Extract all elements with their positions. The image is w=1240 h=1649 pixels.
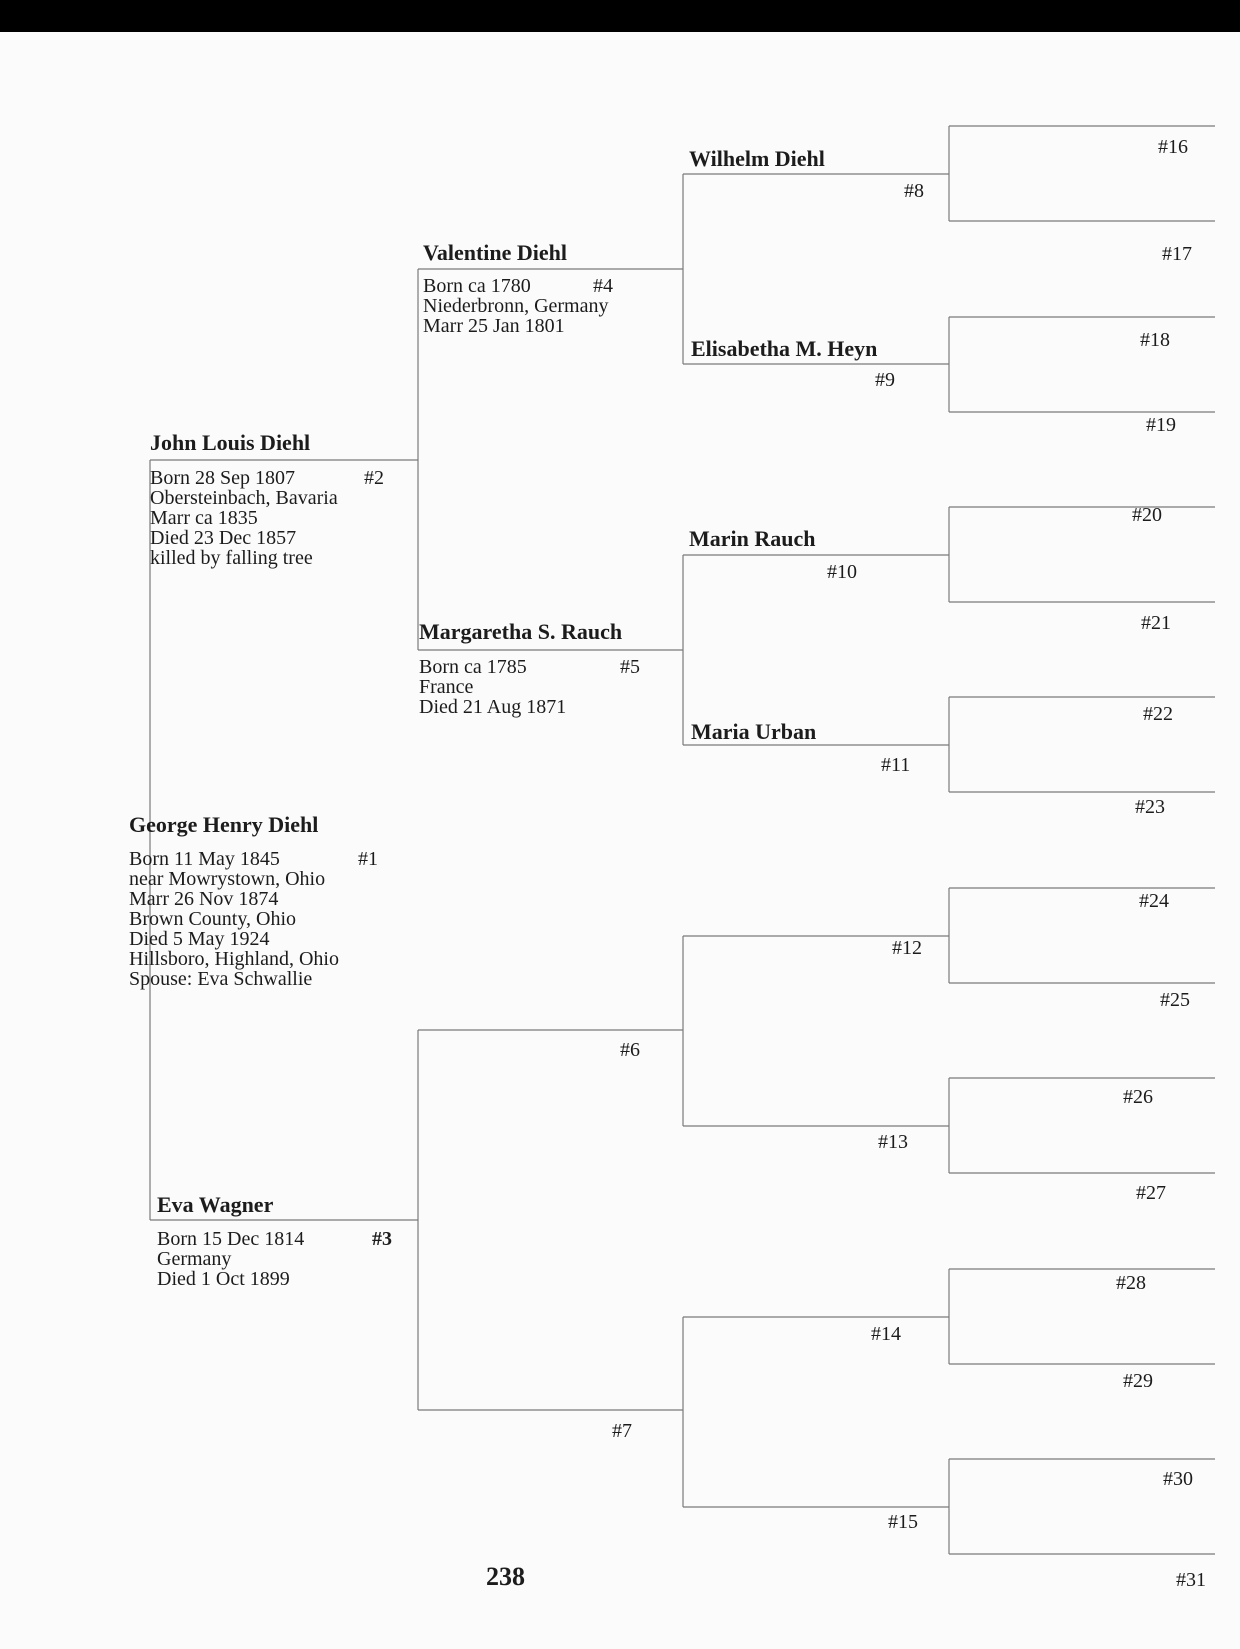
person-1-detail-line: Marr 26 Nov 1874: [129, 888, 279, 910]
person-16-number: #16: [1158, 136, 1188, 158]
person-1-detail-line: near Mowrystown, Ohio: [129, 868, 326, 890]
person-1-number: #1: [358, 848, 378, 870]
person-12-number: #12: [892, 937, 922, 959]
person-2-name: John Louis Diehl: [150, 430, 311, 455]
page-number: 238: [486, 1562, 525, 1591]
person-11-name: Maria Urban: [691, 719, 817, 744]
person-9-number: #9: [875, 369, 895, 391]
person-3-details: [157, 1229, 304, 1289]
person-3-detail-line: Died 1 Oct 1899: [157, 1268, 290, 1290]
person-3-detail-line: Germany: [157, 1248, 232, 1270]
person-6-number: #6: [620, 1039, 640, 1061]
person-14-number: #14: [871, 1323, 901, 1345]
person-8-name: Wilhelm Diehl: [689, 146, 825, 171]
person-2-detail-line: Marr ca 1835: [150, 507, 258, 529]
person-2-details: [150, 468, 338, 568]
person-10-name: Marin Rauch: [689, 526, 816, 551]
person-4-name: Valentine Diehl: [423, 240, 568, 265]
person-24-number: #24: [1139, 890, 1169, 912]
person-8-number: #8: [904, 180, 924, 202]
person-1-name: George Henry Diehl: [129, 812, 319, 837]
person-4-details: [423, 276, 609, 336]
person-5-number: #5: [620, 656, 640, 678]
person-27-number: #27: [1136, 1182, 1166, 1204]
person-2-detail-line: Died 23 Dec 1857: [150, 527, 297, 549]
person-30-number: #30: [1163, 1468, 1193, 1490]
person-5-details: [419, 657, 566, 717]
person-1-details: [129, 849, 339, 989]
person-1-detail-line: Died 5 May 1924: [129, 928, 270, 950]
person-4-detail-line: Born ca 1780: [423, 275, 531, 297]
person-3-name: Eva Wagner: [157, 1192, 274, 1217]
person-9-name: Elisabetha M. Heyn: [691, 336, 878, 361]
person-5-detail-line: Born ca 1785: [419, 656, 527, 678]
person-25-number: #25: [1160, 989, 1190, 1011]
person-22-number: #22: [1143, 703, 1173, 725]
person-4-detail-line: Niederbronn, Germany: [423, 295, 609, 317]
person-21-number: #21: [1141, 612, 1171, 634]
person-7-number: #7: [612, 1420, 632, 1442]
person-15-number: #15: [888, 1511, 918, 1533]
person-5-name: Margaretha S. Rauch: [419, 619, 623, 644]
person-2-detail-line: killed by falling tree: [150, 547, 313, 569]
person-20-number: #20: [1132, 504, 1162, 526]
person-2-detail-line: Born 28 Sep 1807: [150, 467, 295, 489]
person-31-number: #31: [1176, 1569, 1206, 1591]
person-13-number: #13: [878, 1131, 908, 1153]
person-26-number: #26: [1123, 1086, 1153, 1108]
person-29-number: #29: [1123, 1370, 1153, 1392]
person-23-number: #23: [1135, 796, 1165, 818]
person-11-number: #11: [881, 754, 911, 776]
person-2-detail-line: Obersteinbach, Bavaria: [150, 487, 338, 509]
person-18-number: #18: [1140, 329, 1170, 351]
person-28-number: #28: [1116, 1272, 1146, 1294]
person-1-detail-line: Hillsboro, Highland, Ohio: [129, 948, 339, 970]
person-4-number: #4: [593, 275, 613, 297]
person-17-number: #17: [1162, 243, 1192, 265]
person-1-detail-line: Spouse: Eva Schwallie: [129, 968, 313, 990]
person-1-detail-line: Born 11 May 1845: [129, 848, 280, 870]
person-5-detail-line: France: [419, 676, 474, 698]
person-5-detail-line: Died 21 Aug 1871: [419, 696, 567, 718]
person-10-number: #10: [827, 561, 857, 583]
person-3-number: #3: [372, 1228, 392, 1250]
person-1-detail-line: Brown County, Ohio: [129, 908, 297, 930]
person-4-detail-line: Marr 25 Jan 1801: [423, 315, 565, 337]
person-19-number: #19: [1146, 414, 1176, 436]
person-2-number: #2: [364, 467, 384, 489]
person-3-detail-line: Born 15 Dec 1814: [157, 1228, 305, 1250]
